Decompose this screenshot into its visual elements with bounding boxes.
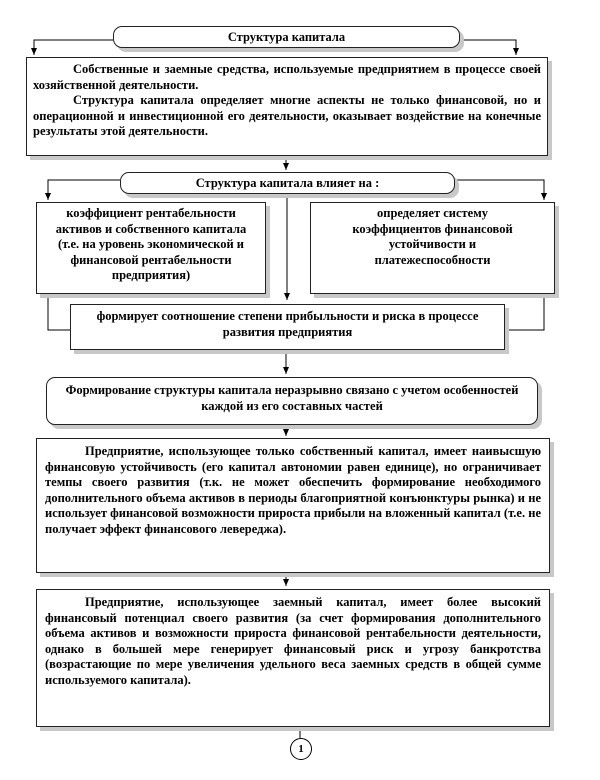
borrowed-capital-text: Предприятие, использующее заемный капитал, имеет более высокий финансовый потенциал своего развития (за счет формирования дополнительного объема активов и возможности прироста финансовой рентабельности деятельности, однако в большей мере генерирует финансовый риск и угрозу банкротства (возрастающие по мере увеличения удельного веса заемных средств в общей сумме используемого капитала).: [45, 595, 541, 687]
influence-bottom-box: [70, 304, 505, 350]
formation-header-box: [46, 377, 538, 425]
formation-header-text: Формирование структуры капитала неразрывно связано с учетом особенностей каждой из его составных частей: [65, 383, 519, 413]
definition-paragraph-1: Собственные и заемные средства, используемые предприятием в процессе своей хозяйственной деятельности.: [33, 62, 541, 92]
borrowed-capital-box: [36, 589, 550, 727]
influence-left-text: коэффициент рентабельности активов и собственного капитала (т.е. на уровень экономической и финансовой рентабельности предприятия): [55, 206, 247, 282]
connector-label: 1: [298, 743, 304, 755]
own-capital-box: [36, 438, 550, 573]
influence-right-text: определяет систему коэффициентов финансовой устойчивости и платежеспособности: [352, 206, 513, 267]
own-capital-text: Предприятие, использующее только собственный капитал, имеет наивысшую финансовую устойчивость (его капитал автономии равен единице), но ограничивает темпы своего развития (т.к. не может обеспечить формирование необходимого дополнительного объема активов в периоды благоприятной конъюнктуры рынка) и не использует финансовой возможности прироста прибыли на вложенный капитал (т.е. не получает эффект финансового левереджа).: [45, 444, 541, 536]
definition-paragraph-2: Структура капитала определяет многие аспекты не только финансовой, но и операционной и инвестиционной его деятельности, оказывает воздействие на конечные результаты этой деятельности.: [33, 93, 541, 138]
connector-circle: [290, 738, 312, 760]
influence-left-box: [36, 202, 266, 294]
influence-header-box: [120, 172, 455, 194]
title-box: [113, 26, 460, 48]
influence-header-text: Структура капитала влияет на :: [195, 176, 380, 190]
definition-box: [26, 57, 548, 156]
influence-right-box: [310, 202, 555, 294]
influence-bottom-text: формирует соотношение степени прибыльности и риска в процессе развития предприятия: [96, 309, 479, 339]
title-text: Структура капитала: [227, 30, 346, 44]
